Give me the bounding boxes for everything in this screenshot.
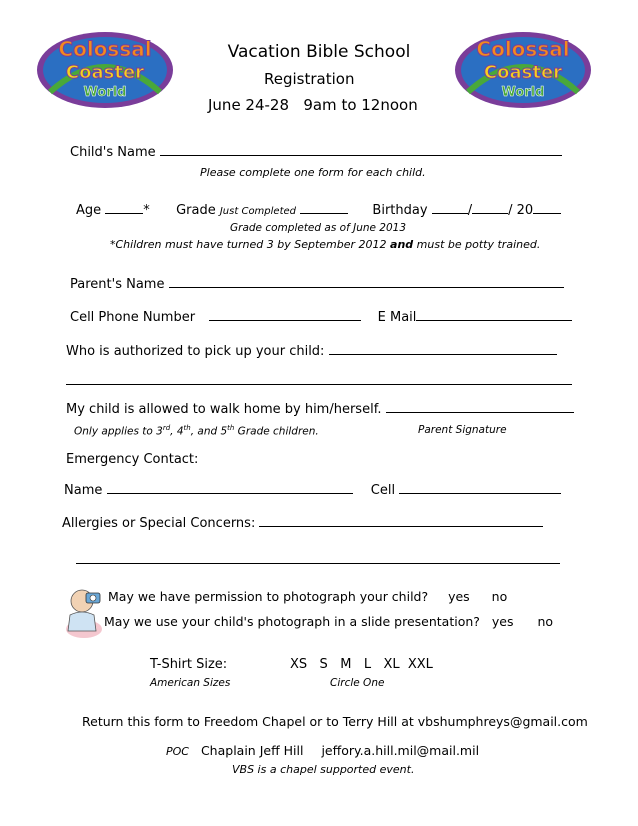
age-grade-birthday-row xyxy=(76,203,561,218)
allergies-field[interactable] xyxy=(259,525,543,527)
allergies-field-line-2[interactable] xyxy=(76,563,560,564)
photo-question-2: May we use your child's photograph in a slide presentation? xyxy=(104,614,480,629)
return-instructions: Return this form to Freedom Chapel or to Terry Hill at vbshumphreys@gmail.com xyxy=(82,714,588,729)
photo-question-1-row xyxy=(108,589,507,604)
emergency-name-label: Name xyxy=(64,483,103,498)
child-name-note: Please complete one form for each child. xyxy=(200,166,426,179)
birthday-year-field[interactable] xyxy=(533,212,561,214)
children-note-part-a: *Children must have turned 3 by September 2012 xyxy=(110,238,387,251)
photo-question-1-no[interactable]: no xyxy=(491,589,508,604)
birthday-label: Birthday xyxy=(372,203,428,218)
walk-home-label: My child is allowed to walk home by him/herself. xyxy=(66,402,382,417)
page-subtitle: Registration xyxy=(264,70,355,88)
parent-name-label: Parent's Name xyxy=(70,277,165,292)
parent-signature-label: Parent Signature xyxy=(418,424,507,436)
pickup-field[interactable] xyxy=(329,353,557,355)
child-name-field[interactable] xyxy=(160,154,562,156)
emergency-contact-label: Emergency Contact: xyxy=(66,452,199,467)
circle-one-note: Circle One xyxy=(330,677,385,689)
cell-phone-field[interactable] xyxy=(209,319,361,321)
logo-word-2: Coaster xyxy=(483,62,563,83)
event-dates: June 24-28 9am to 12noon xyxy=(208,96,418,114)
tshirt-label: T-Shirt Size: xyxy=(150,657,228,672)
email-field[interactable] xyxy=(416,319,572,321)
pickup-field-line-2[interactable] xyxy=(66,384,572,385)
grade-label: Grade xyxy=(176,203,216,218)
photographer-clipart-icon xyxy=(62,585,106,639)
photo-question-1-yes[interactable]: yes xyxy=(448,589,470,604)
poc-row xyxy=(166,743,479,758)
birthday-year-prefix: / 20 xyxy=(508,203,534,218)
walk-note-th1: th xyxy=(183,424,191,432)
american-sizes-note: American Sizes xyxy=(150,677,231,689)
vbs-note: VBS is a chapel supported event. xyxy=(232,763,415,776)
allergies-label: Allergies or Special Concerns: xyxy=(62,516,256,531)
child-name-row xyxy=(70,145,562,160)
contact-row xyxy=(70,310,572,325)
pickup-row xyxy=(66,344,557,359)
poc-label: POC xyxy=(166,745,189,758)
grade-field[interactable] xyxy=(300,212,348,214)
age-label: Age xyxy=(76,203,102,218)
walk-note-part-a: Only applies to 3 xyxy=(74,425,163,438)
page-title: Vacation Bible School xyxy=(227,42,411,62)
colossal-coaster-logo-left xyxy=(30,22,180,112)
walk-note-rd: rd xyxy=(162,424,171,432)
walk-note-part-c: , and 5 xyxy=(190,425,228,438)
walk-note-th2: th xyxy=(227,424,235,432)
photo-question-2-row xyxy=(104,614,553,629)
colossal-coaster-logo-right xyxy=(448,22,598,112)
age-field[interactable] xyxy=(105,212,143,214)
children-age-note xyxy=(110,238,540,251)
children-note-part-b: must be potty trained. xyxy=(416,238,541,251)
walk-home-row xyxy=(66,402,574,417)
child-name-label: Child's Name xyxy=(70,145,156,160)
tshirt-sizes[interactable]: XS S M L XL XXL xyxy=(290,657,433,672)
parent-name-row xyxy=(70,277,564,292)
cell-phone-label: Cell Phone Number xyxy=(70,310,196,325)
logo-word-2: Coaster xyxy=(65,62,145,83)
emergency-cell-field[interactable] xyxy=(399,492,561,494)
walk-note-part-d: Grade children. xyxy=(234,425,319,438)
birthday-day-field[interactable] xyxy=(472,212,508,214)
walk-home-note xyxy=(74,424,319,438)
birthday-month-field[interactable] xyxy=(432,212,468,214)
logo-word-3: World xyxy=(501,85,545,100)
email-label: E Mail xyxy=(377,310,417,325)
walk-note-part-b: , 4 xyxy=(170,425,184,438)
poc-name: Chaplain Jeff Hill xyxy=(200,743,304,758)
walk-home-signature-field[interactable] xyxy=(386,411,574,413)
birthday-separator: / xyxy=(467,203,473,218)
emergency-name-field[interactable] xyxy=(107,492,353,494)
photo-question-1: May we have permission to photograph your child? xyxy=(108,589,429,604)
emergency-row xyxy=(64,483,561,498)
logo-word-1: Colossal xyxy=(58,37,152,61)
age-star: * xyxy=(143,203,150,218)
grade-just-completed: Just Completed xyxy=(219,206,296,217)
grade-note: Grade completed as of June 2013 xyxy=(230,222,407,234)
photo-question-2-yes[interactable]: yes xyxy=(491,614,514,629)
logo-word-3: World xyxy=(83,85,127,100)
poc-email: jeffory.a.hill.mil@mail.mil xyxy=(321,743,480,758)
pickup-label: Who is authorized to pick up your child: xyxy=(66,344,325,359)
children-note-and: and xyxy=(390,238,414,251)
logo-word-1: Colossal xyxy=(476,37,570,61)
emergency-cell-label: Cell xyxy=(370,483,396,498)
parent-name-field[interactable] xyxy=(169,286,564,288)
photo-question-2-no[interactable]: no xyxy=(537,614,554,629)
allergies-row xyxy=(62,516,543,531)
